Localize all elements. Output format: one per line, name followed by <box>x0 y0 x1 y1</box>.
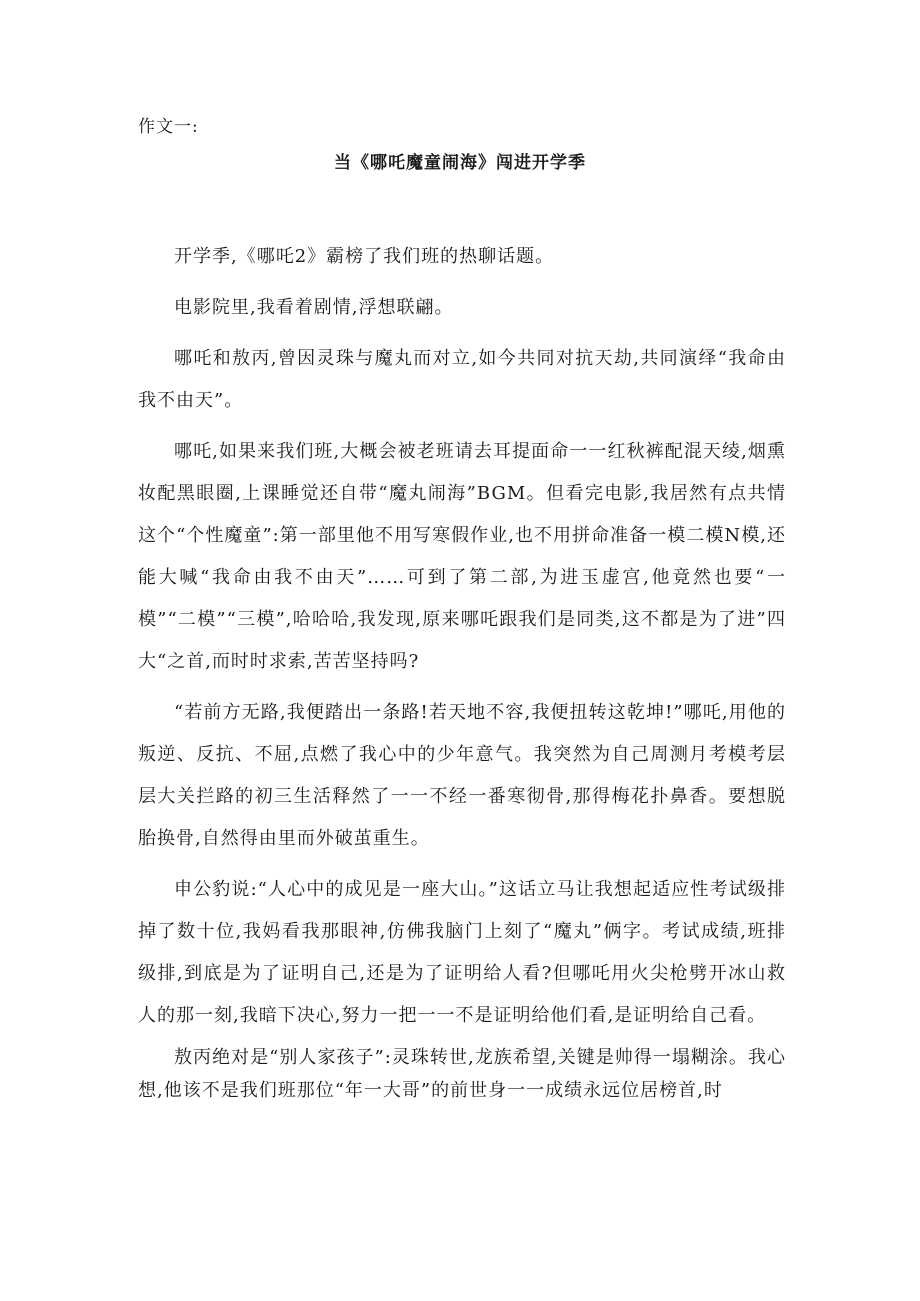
paragraph-4: 哪吒,如果来我们班,大概会被老班请去耳提面命一一红秋裤配混天绫,烟熏妆配黑眼圈,上课睡觉还自带“魔丸闹海”BGM。但看完电影,我居然有点共情这个“个性魔童”:第一部里他不用写寒假作业,也不用拼命准备一模二模N模,还能大喊“我命由我不由天”……可到了第二部,为进玉虚宫,他竟然也要“一模”“二模”“三模”,哈哈哈,我发现,原来哪吒跟我们是同类,这不都是为了进”四大“之首,而时时求索,苦苦坚持吗? <box>138 441 786 672</box>
paragraph-2: 电影院里,我看着剧情,浮想联翩。 <box>174 297 454 318</box>
essay-title: 当《哪吒魔童闹海》闯进开学季 <box>334 153 586 173</box>
essay-body <box>138 236 786 1107</box>
paragraph-5: “若前方无路,我便踏出一条路!若天地不容,我便扭转这乾坤!”哪吒,用他的叛逆、反抗、不屈,点燃了我心中的少年意气。我突然为自己周测月考模考层层大关拦路的初三生活释然了一一不经一番寒彻骨,那得梅花扑鼻香。要想脱胎换骨,自然得由里而外破茧重生。 <box>138 702 786 849</box>
paragraph-1: 开学季,《哪吒2》霸榜了我们班的热聊话题。 <box>174 246 555 267</box>
paragraph-7: 敖丙绝对是“别人家孩子”:灵珠转世,龙族希望,关键是帅得一塌糊涂。我心想,他该不是我们班那位“年一大哥”的前世身一一成绩永远位居榜首,时 <box>138 1047 786 1101</box>
paragraph-3: 哪吒和敖丙,曾因灵珠与魔丸而对立,如今共同对抗天劫,共同演绎“我命由我不由天”。 <box>138 348 786 411</box>
essay-label: 作文一: <box>138 117 199 137</box>
paragraph-6: 申公豹说:“人心中的成见是一座大山。”这话立马让我想起适应性考试级排掉了数十位,我妈看我那眼神,仿佛我脑门上刻了“魔丸”俩字。考试成绩,班排级排,到底是为了证明自己,还是为了证明给人看?但哪吒用火尖枪劈开冰山救人的那一刻,我暗下决心,努力一把一一不是证明给他们看,是证明给自己看。 <box>138 879 786 1026</box>
